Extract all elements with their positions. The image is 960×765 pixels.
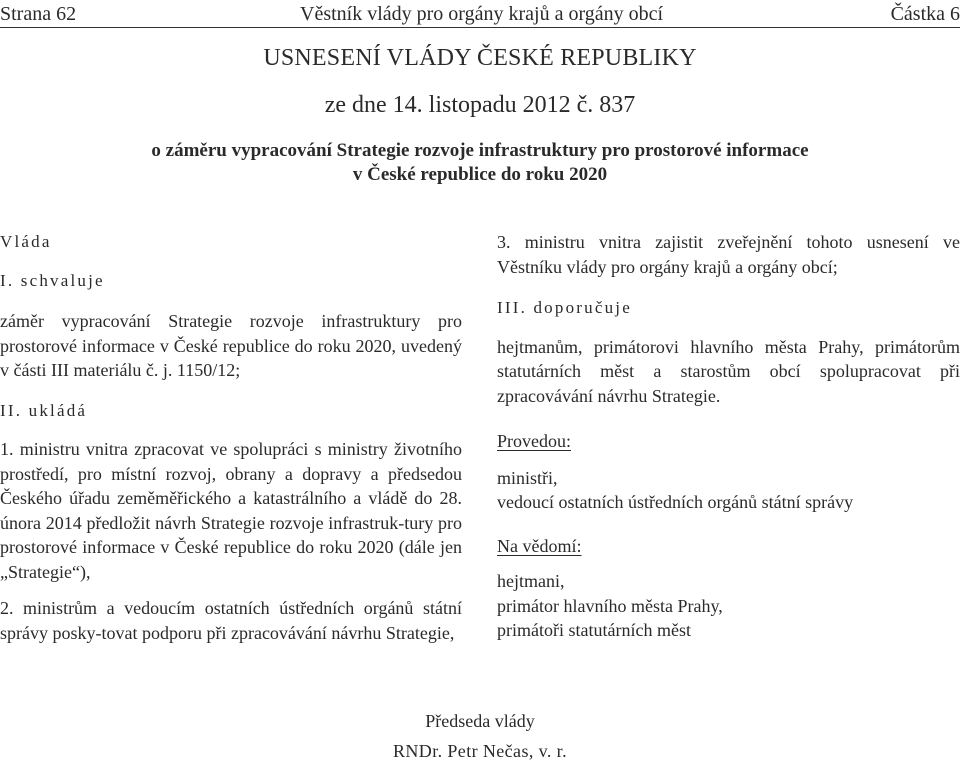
navedomi-governors: hejtmani, bbox=[497, 571, 565, 591]
item-1: 1. ministru vnitra zpracovat ve spolupráci s ministry životního prostředí, pro místní rozvoj, obrany a dopravy a předsedou Českého úřadu zeměměřického a katastrálního a vládě do 28. února 2014 předložit návrh Strategie rozvoje infrastruk-tury pro prostorové informace v České republice do roku 2020 (dále jen „Strategie“), bbox=[0, 439, 462, 582]
navedomi-mayors: primátoři statutárních měst bbox=[497, 620, 691, 640]
document-title: USNESENÍ VLÁDY ČESKÉ REPUBLIKY bbox=[263, 45, 697, 71]
subject-line-2: v České republice do roku 2020 bbox=[352, 164, 608, 185]
issue-number: Částka 6 bbox=[890, 3, 960, 25]
navedomi-label: Na vědomí: bbox=[497, 535, 582, 556]
header-rule bbox=[0, 27, 960, 28]
navedomi-mayor-prague: primátor hlavního města Prahy, bbox=[497, 595, 723, 616]
item-3: 3. ministru vnitra zajistit zveřejnění tohoto usnesení ve Věstníku vlády pro orgány krajů a orgány obcí; bbox=[497, 232, 960, 277]
provedou-ministers: ministři, bbox=[497, 467, 558, 488]
left-column bbox=[0, 230, 462, 645]
journal-title: Věstník vlády pro orgány krajů a orgány obcí bbox=[300, 3, 664, 25]
section-3-text: hejtmanům, primátorovi hlavního města Prahy, primátorům statutárních měst a starostům obcí spolupracovat při zpracovávání návrhu Strategie. bbox=[497, 336, 960, 406]
resolution-date: ze dne 14. listopadu 2012 č. 837 bbox=[324, 92, 636, 118]
provedou-label: Provedou: bbox=[497, 431, 571, 451]
section-3-heading: III. doporučuje bbox=[497, 298, 632, 317]
right-column bbox=[497, 230, 960, 643]
section-1-text: záměr vypracování Strategie rozvoje infrastruktury pro prostorové informace v České republice do roku 2020, uvedený v části III materiálu č. j. 1150/12; bbox=[0, 311, 462, 380]
section-1-heading: I. schvaluje bbox=[0, 270, 105, 290]
section-2-heading: II. ukládá bbox=[0, 400, 88, 420]
signature-name: RNDr. Petr Nečas, v. r. bbox=[392, 741, 567, 761]
provedou-heads: vedoucí ostatních ústředních orgánů státní správy bbox=[497, 492, 854, 512]
page-number: Strana 62 bbox=[0, 3, 77, 25]
signature-role: Předseda vlády bbox=[425, 711, 535, 731]
subject-line-1: o záměru vypracování Strategie rozvoje infrastruktury pro prostorové informace bbox=[151, 140, 809, 161]
item-2: 2. ministrům a vedoucím ostatních ústředních orgánů státní správy posky-tovat podporu při zpracovávání návrhu Strategie, bbox=[0, 598, 462, 643]
government-label: Vláda bbox=[0, 232, 52, 251]
